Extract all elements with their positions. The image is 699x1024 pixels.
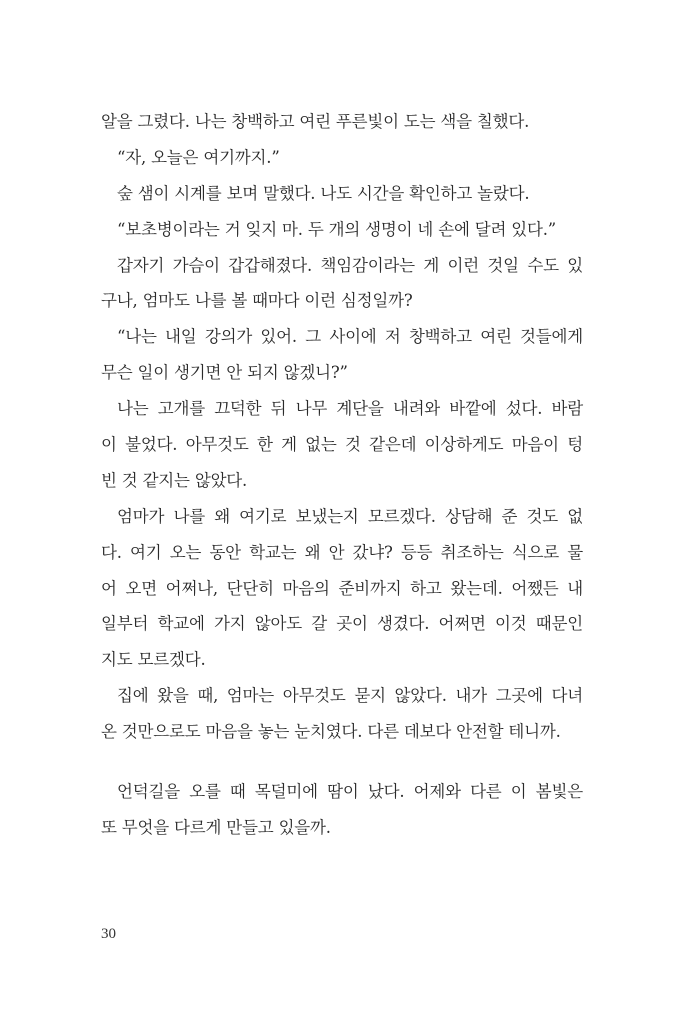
- text-line: 이 불었다. 아무것도 한 게 없는 것 같은데 이상하게도 마음이 텅: [101, 435, 583, 455]
- text-line: “보초병이라는 거 잊지 마. 두 개의 생명이 네 손에 달려 있다.”: [117, 219, 557, 239]
- text-line: 숲 샘이 시계를 보며 말했다. 나도 시간을 확인하고 놀랐다.: [117, 183, 530, 203]
- text-line: 무슨 일이 생기면 안 되지 않겠니?”: [101, 363, 348, 383]
- text-line: 나는 고개를 끄덕한 뒤 나무 계단을 내려와 바깥에 섰다. 바람: [117, 399, 583, 419]
- text-line: 빈 것 같지는 않았다.: [101, 470, 248, 490]
- text-line: “자, 오늘은 여기까지.”: [117, 147, 280, 167]
- text-line: 집에 왔을 때, 엄마는 아무것도 묻지 않았다. 내가 그곳에 다녀: [117, 686, 583, 706]
- text-line: 알을 그렸다. 나는 창백하고 여린 푸른빛이 도는 색을 칠했다.: [101, 112, 530, 131]
- text-line: 언덕길을 오를 때 목덜미에 땀이 났다. 어제와 다른 이 봄빛은: [117, 782, 583, 802]
- body-text: [101, 107, 583, 849]
- text-line: 다. 여기 오는 동안 학교는 왜 안 갔냐? 등등 취조하는 식으로 물: [101, 542, 583, 562]
- text-line: “나는 내일 강의가 있어. 그 사이에 저 창백하고 여린 것들에게: [117, 327, 583, 347]
- text-line: 온 것만으로도 마음을 놓는 눈치였다. 다른 데보다 안전할 테니까.: [101, 722, 561, 742]
- text-line: 어 오면 어쩌나, 단단히 마음의 준비까지 하고 왔는데. 어쨌든 내: [101, 578, 583, 598]
- text-line: 구나, 엄마도 나를 볼 때마다 이런 심정일까?: [101, 291, 413, 311]
- text-line: 지도 모르겠다.: [101, 650, 206, 670]
- text-line: 갑자기 가슴이 갑갑해졌다. 책임감이라는 게 이런 것일 수도 있: [117, 255, 583, 275]
- page-number: 30: [101, 926, 116, 942]
- text-line: 엄마가 나를 왜 여기로 보냈는지 모르겠다. 상담해 준 것도 없: [117, 506, 583, 526]
- text-line: 또 무엇을 다르게 만들고 있을까.: [101, 817, 331, 837]
- text-line: 일부터 학교에 가지 않아도 갈 곳이 생겼다. 어쩌면 이것 때문인: [101, 614, 583, 634]
- section-break: [101, 753, 583, 777]
